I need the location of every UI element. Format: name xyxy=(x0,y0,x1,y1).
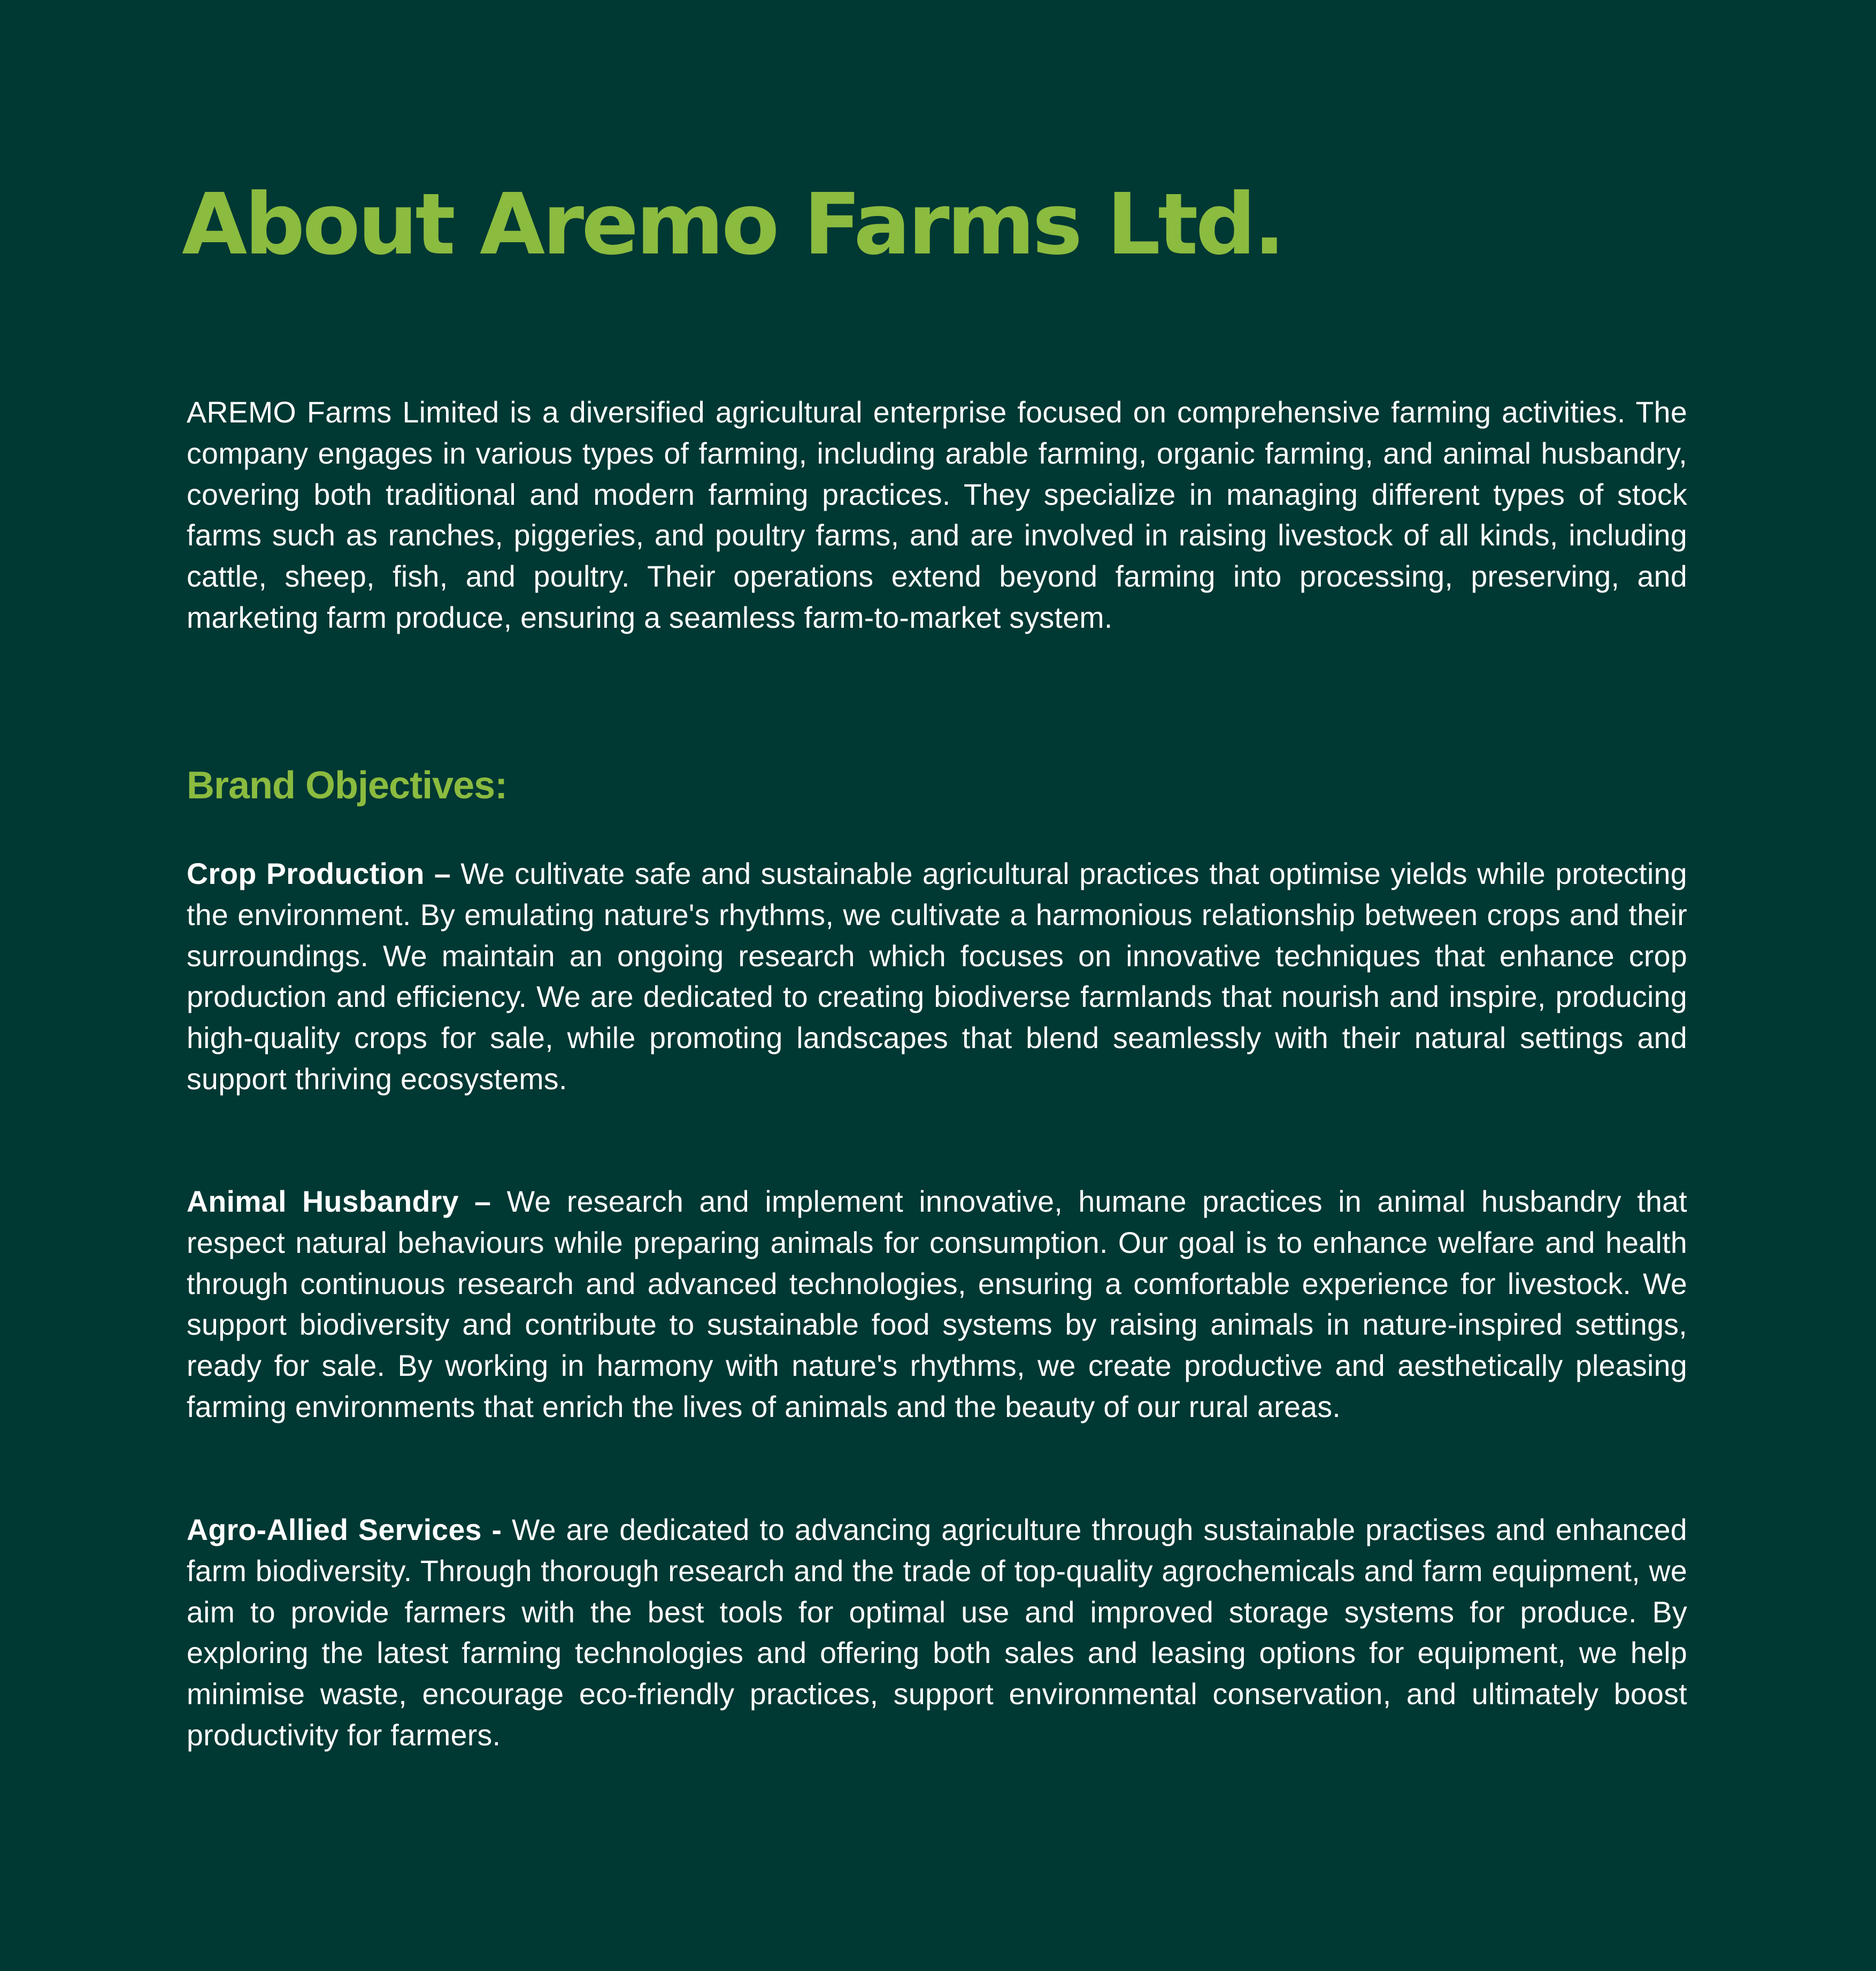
objective-label: Agro-Allied Services - xyxy=(187,1513,502,1546)
objective-agro-allied-services xyxy=(187,1510,1687,1756)
objective-label: Animal Husbandry – xyxy=(187,1185,491,1218)
objective-crop-production xyxy=(187,853,1687,1100)
objective-text: We research and implement innovative, humane practices in animal husbandry that respect natural behaviours while preparing animals for consumption. Our goal is to enhance welfare and health through continuous research and advanced technologies, ensuring a comfortable experience for livestock. We support biodiversity and contribute to sustainable food systems by raising animals in nature-inspired settings, ready for sale. By working in harmony with nature's rhythms, we create productive and aesthetically pleasing farming environments that enrich the lives of animals and the beauty of our rural areas. xyxy=(187,1185,1687,1423)
intro-paragraph: AREMO Farms Limited is a diversified agricultural enterprise focused on comprehensive farming activities. The company engages in various types of farming, including arable farming, organic farming, and animal husbandry, covering both traditional and modern farming practices. They specialize in managing different types of stock farms such as ranches, piggeries, and poultry farms, and are involved in raising livestock of all kinds, including cattle, sheep, fish, and poultry. Their operations extend beyond farming into processing, preserving, and marketing farm produce, ensuring a seamless farm-to-market system. xyxy=(187,396,1687,634)
objective-animal-husbandry xyxy=(187,1181,1687,1428)
page-title: About Aremo Farms Ltd. xyxy=(182,175,1283,274)
objective-text: We cultivate safe and sustainable agricultural practices that optimise yields while protecting the environment. By emulating nature's rhythms, we cultivate a harmonious relationship between crops and their surroundings. We maintain an ongoing research which focuses on innovative techniques that enhance crop production and efficiency. We are dedicated to creating biodiverse farmlands that nourish and inspire, producing high-quality crops for sale, while promoting landscapes that blend seamlessly with their natural settings and support thriving ecosystems. xyxy=(187,857,1687,1096)
objective-label: Crop Production – xyxy=(187,857,451,890)
objectives-heading: Brand Objectives: xyxy=(187,764,508,807)
objective-text: We are dedicated to advancing agriculture through sustainable practises and enhanced farm biodiversity. Through thorough research and the trade of top-quality agrochemicals and farm equipment, we aim to provide farmers with the best tools for optimal use and improved storage systems for produce. By exploring the latest farming technologies and offering both sales and leasing options for equipment, we help minimise waste, encourage eco-friendly practices, support environmental conservation, and ultimately boost productivity for farmers. xyxy=(187,1513,1687,1752)
